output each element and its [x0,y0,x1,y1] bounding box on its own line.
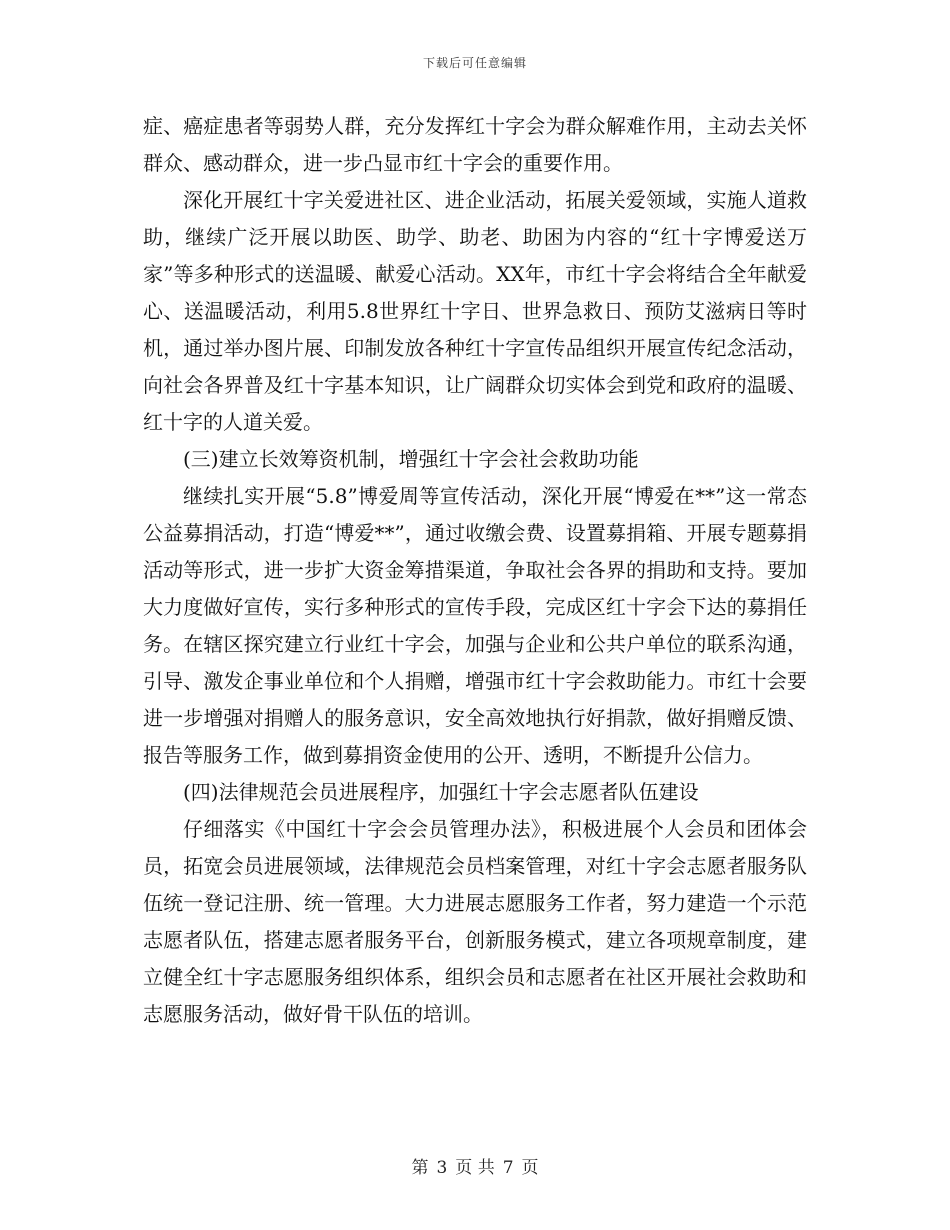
paragraph: 深化开展红十字关爱进社区、进企业活动，拓展关爱领域，实施人道救助，继续广泛开展以助医、助学、助老、助困为内容的“红十字博爱送万家”等多种形式的送温暖、献爱心活动。XX年，市红十字会将结合全年献爱心、送温暖活动，利用5.8世界红十字日、世界急救日、预防艾滋病日等时机，通过举办图片展、印制发放各种红十字宣传品组织开展宣传纪念活动，向社会各界普及红十字基本知识，让广阔群众切实体会到党和政府的温暖、红十字的人道关爱。 [143,188,807,434]
footer-suffix: 页 [521,1158,539,1178]
section-heading: (三)建立长效筹资机制，增强红十字会社会救助功能 [183,447,639,471]
paragraph: 仔细落实《中国红十字会会员管理办法》，积极进展个人会员和团体会员，拓宽会员进展领域，法律规范会员档案管理，对红十字会志愿者服务队伍统一登记注册、统一管理。大力进展志愿服务工作者，努力建造一个示范志愿者队伍，搭建志愿者服务平台，创新服务模式，建立各项规章制度，建立健全红十字志愿服务组织体系，组织会员和志愿者在社区开展社会救助和志愿服务活动，做好骨干队伍的培训。 [143,817,807,1026]
current-page-number: 3 [436,1158,448,1178]
page-header-note: 下载后可任意编辑 [422,56,527,70]
section-heading: (四)法律规范会员进展程序，加强红十字会志愿者队伍建设 [183,780,699,804]
footer-prefix: 第 [411,1158,429,1178]
paragraph: 症、癌症患者等弱势人群，充分发挥红十字会为群众解难作用，主动去关怀群众、感动群众，进一步凸显市红十字会的重要作用。 [143,114,807,175]
paragraph: 继续扎实开展“5.8”博爱周等宣传活动，深化开展“博爱在**”这一常态公益募捐活动，打造“博爱**”，通过收缴会费、设置募捐箱、开展专题募捐活动等形式，进一步扩大资金筹措渠道，争取社会各界的捐助和支持。要加大力度做好宣传，实行多种形式的宣传手段，完成区红十字会下达的募捐任务。在辖区探究建立行业红十字会，加强与企业和公共户单位的联系沟通，引导、激发企事业单位和个人捐赠，增强市红十字会救助能力。市红十会要进一步增强对捐赠人的服务意识，安全高效地执行好捐款，做好捐赠反馈、报告等服务工作，做到募捐资金使用的公开、透明，不断提升公信力。 [143,484,807,767]
footer-middle: 页 共 [455,1158,495,1178]
document-body [143,108,807,1033]
total-page-count: 7 [502,1158,514,1178]
page-number-footer [0,1153,950,1178]
